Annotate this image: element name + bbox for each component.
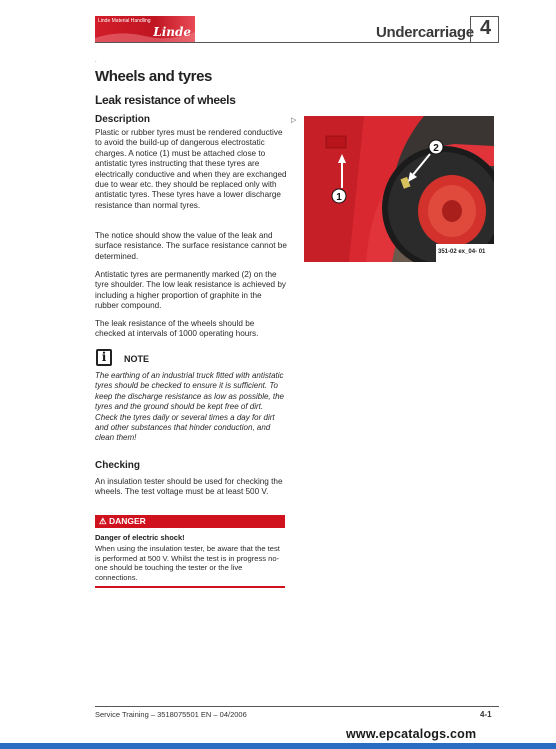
brand-logo [95, 16, 195, 42]
paragraph: Antistatic tyres are permanently marked (2) on the tyre shoulder. The low leak resistance is achieved by including a higher proportion of graphite in the rubber compound. [95, 270, 286, 311]
figure-caption: 351-02 ex_04- 01 [438, 249, 486, 255]
danger-rule [95, 586, 285, 588]
brand-wordmark: Linde [153, 25, 191, 39]
checking-paragraph: An insulation tester should be used for checking the wheels. The test voltage must be at least 500 V. [95, 477, 283, 497]
header-rule [95, 42, 499, 43]
paragraph: The notice should show the value of the leak and surface resistance. The surface resistance cannot be determined. [95, 231, 287, 261]
footer-rule [95, 706, 499, 707]
checking-heading: Checking [95, 460, 141, 471]
info-icon [96, 349, 112, 366]
description-heading: Description [95, 114, 151, 125]
section-title: Undercarriage [376, 24, 474, 41]
watermark-url: www.epcatalogs.com [346, 727, 477, 741]
page-subtitle: Leak resistance of wheels [95, 93, 236, 107]
note-text: The earthing of an industrial truck fitted with antistatic tyres should be checked to ensure it is sufficient. To keep the discharge resistance as low as possible, the tyres and the ground should be kept free of dirt. Check the tyres daily or several times a day for dirt and other substances that hinder conduction, and clean them! [95, 371, 284, 443]
danger-label: ⚠ DANGER [99, 516, 146, 526]
page-title: Wheels and tyres [95, 68, 212, 85]
chapter-number: 4 [479, 17, 492, 39]
bottom-accent-bar [0, 743, 556, 749]
figure-pointer-icon: ▷ [291, 117, 297, 124]
stray-dot: . [95, 58, 97, 64]
info-icon-letter: i [101, 350, 107, 364]
figure-callout-2: 2 [433, 143, 439, 154]
figure-callout-1: 1 [336, 192, 342, 203]
page-number: 4-1 [480, 710, 492, 719]
danger-banner [95, 515, 285, 528]
company-name: Linde Material Handling [98, 18, 151, 24]
danger-subheading: Danger of electric shock! [95, 533, 185, 542]
tyre-photo [304, 116, 494, 262]
danger-text: When using the insulation tester, be aware that the test is performed at 500 V. Whilst the test is in progress no-one should be touching the tester or the live connections. [95, 544, 280, 582]
footer-document-info: Service Training – 3518075501 EN – 04/2006 [95, 710, 247, 719]
paragraph: The leak resistance of the wheels should be checked at intervals of 1000 operating hours. [95, 319, 259, 339]
note-label: NOTE [124, 354, 150, 364]
paragraph: Plastic or rubber tyres must be rendered conductive to avoid the build-up of dangerous electrostatic charges. A notice (1) must be attached close to antistatic tyres instructing that these tyres are electrically conductive and when they are exchanged due to wear etc. they should be replaced only with antistatic tyres. These tyres have a lower discharge resistance than normal tyres. [95, 128, 287, 210]
